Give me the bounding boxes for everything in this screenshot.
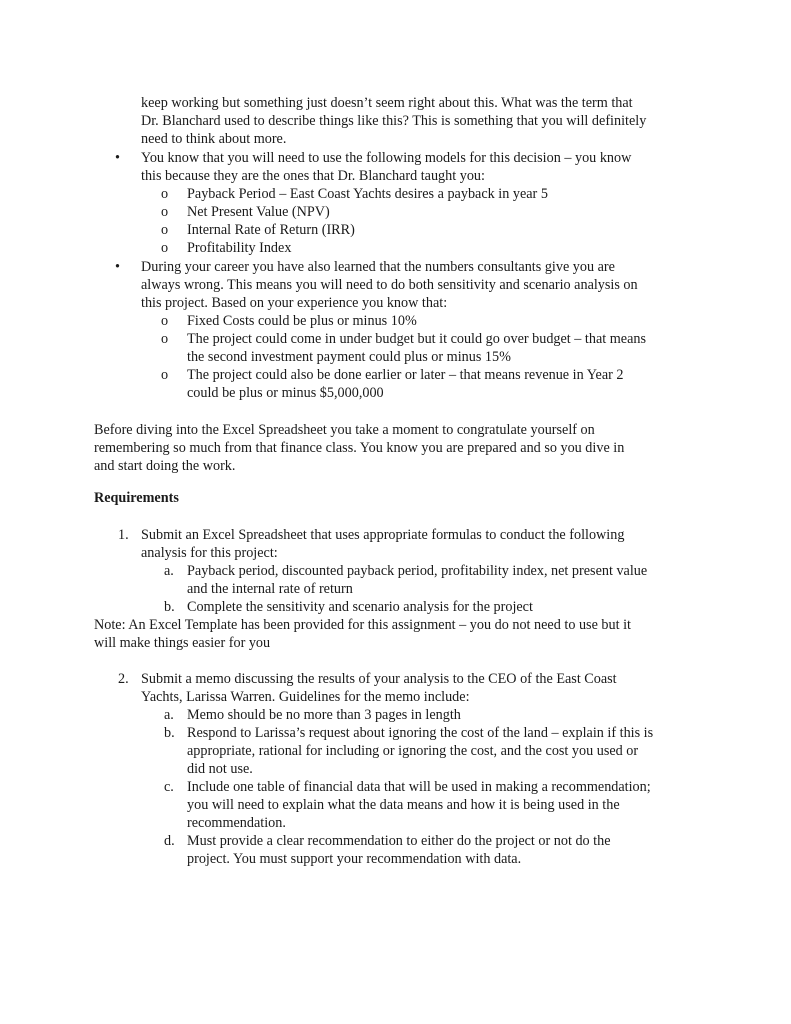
note-line: will make things easier for you bbox=[94, 635, 271, 651]
bullet-models bbox=[141, 149, 631, 185]
sub-item-line: did not use. bbox=[187, 761, 253, 777]
bullet-icon: • bbox=[115, 150, 120, 166]
sub-bullet-text: the second investment payment could plus or minus 15% bbox=[187, 349, 511, 365]
sub-bullet-icon: o bbox=[161, 367, 169, 383]
list-letter: d. bbox=[164, 833, 175, 849]
sub-item-line: Must provide a clear recommendation to either do the project or not do the bbox=[187, 833, 611, 849]
bullet-line: During your career you have also learned that the numbers consultants give you are bbox=[141, 259, 615, 275]
sub-bullet-icon: o bbox=[161, 240, 169, 256]
bullet-consultants bbox=[141, 258, 638, 312]
sub-item-line: and the internal rate of return bbox=[187, 581, 353, 597]
paragraph-line: Before diving into the Excel Spreadsheet you take a moment to congratulate yourself on bbox=[94, 422, 595, 438]
requirement-line: Submit a memo discussing the results of your analysis to the CEO of the East Coast bbox=[141, 671, 617, 687]
requirement-line: Submit an Excel Spreadsheet that uses appropriate formulas to conduct the following bbox=[141, 527, 625, 543]
template-note bbox=[94, 616, 631, 652]
requirement-spreadsheet bbox=[141, 526, 624, 562]
scenario-revenue bbox=[187, 366, 624, 402]
requirements-heading: Requirements bbox=[94, 490, 179, 506]
list-letter: b. bbox=[164, 599, 175, 615]
sub-bullet-text: The project could come in under budget but it could go over budget – that means bbox=[187, 331, 647, 347]
requirement-memo-c bbox=[187, 778, 651, 832]
bullet-line: You know that you will need to use the following models for this decision – you know bbox=[141, 150, 632, 166]
bullet-line: this because they are the ones that Dr. Blanchard taught you: bbox=[141, 168, 485, 184]
requirement-memo-b bbox=[187, 724, 653, 778]
model-item-payback bbox=[187, 185, 548, 203]
list-number: 1. bbox=[118, 527, 129, 543]
scenario-budget bbox=[187, 330, 646, 366]
sub-bullet-text: Fixed Costs could be plus or minus 10% bbox=[187, 313, 417, 329]
requirement-memo-a bbox=[187, 706, 461, 724]
requirement-spreadsheet-b bbox=[187, 598, 533, 616]
list-letter: a. bbox=[164, 707, 174, 723]
sub-bullet-text: Payback Period – East Coast Yachts desires a payback in year 5 bbox=[187, 186, 548, 202]
list-letter: a. bbox=[164, 563, 174, 579]
sub-item-line: recommendation. bbox=[187, 815, 286, 831]
sub-bullet-icon: o bbox=[161, 222, 169, 238]
model-item-pi bbox=[187, 239, 291, 257]
paragraph-line: remembering so much from that finance class. You know you are prepared and so you dive in bbox=[94, 440, 625, 456]
sub-bullet-icon: o bbox=[161, 204, 169, 220]
closing-paragraph bbox=[94, 421, 624, 475]
sub-item-line: Payback period, discounted payback period, profitability index, net present value bbox=[187, 563, 648, 579]
bullet-line: this project. Based on your experience you know that: bbox=[141, 295, 448, 311]
sub-item-line: appropriate, rational for including or ignoring the cost, and the cost you used or bbox=[187, 743, 639, 759]
requirement-line: Yachts, Larissa Warren. Guidelines for the memo include: bbox=[141, 689, 470, 705]
intro-line: Dr. Blanchard used to describe things like this? This is something that you will definitely bbox=[141, 113, 647, 129]
requirement-memo bbox=[141, 670, 617, 706]
sub-bullet-text: Internal Rate of Return (IRR) bbox=[187, 222, 355, 238]
intro-line: need to think about more. bbox=[141, 131, 287, 147]
sub-bullet-icon: o bbox=[161, 186, 169, 202]
requirement-memo-d bbox=[187, 832, 611, 868]
sub-bullet-text: Profitability Index bbox=[187, 240, 292, 256]
intro-paragraph bbox=[141, 94, 646, 148]
sub-bullet-icon: o bbox=[161, 331, 169, 347]
sub-bullet-text: The project could also be done earlier or later – that means revenue in Year 2 bbox=[187, 367, 624, 383]
list-letter: c. bbox=[164, 779, 174, 795]
intro-line: keep working but something just doesn’t seem right about this. What was the term that bbox=[141, 95, 633, 111]
sub-bullet-text: could be plus or minus $5,000,000 bbox=[187, 385, 384, 401]
sub-item-line: Memo should be no more than 3 pages in length bbox=[187, 707, 461, 723]
note-line: Note: An Excel Template has been provided for this assignment – you do not need to use but it bbox=[94, 617, 631, 633]
bullet-line: always wrong. This means you will need to do both sensitivity and scenario analysis on bbox=[141, 277, 638, 293]
scenario-fixed-costs bbox=[187, 312, 417, 330]
paragraph-line: and start doing the work. bbox=[94, 458, 236, 474]
list-number: 2. bbox=[118, 671, 129, 687]
sub-bullet-text: Net Present Value (NPV) bbox=[187, 204, 330, 220]
list-letter: b. bbox=[164, 725, 175, 741]
sub-item-line: you will need to explain what the data means and how it is being used in the bbox=[187, 797, 620, 813]
requirement-spreadsheet-a bbox=[187, 562, 647, 598]
sub-item-line: project. You must support your recommendation with data. bbox=[187, 851, 522, 867]
model-item-npv bbox=[187, 203, 330, 221]
requirement-line: analysis for this project: bbox=[141, 545, 278, 561]
sub-item-line: Respond to Larissa’s request about ignoring the cost of the land – explain if this is bbox=[187, 725, 654, 741]
sub-item-line: Include one table of financial data that will be used in making a recommendation; bbox=[187, 779, 651, 795]
model-item-irr bbox=[187, 221, 355, 239]
sub-item-line: Complete the sensitivity and scenario analysis for the project bbox=[187, 599, 533, 615]
sub-bullet-icon: o bbox=[161, 313, 169, 329]
bullet-icon: • bbox=[115, 259, 120, 275]
